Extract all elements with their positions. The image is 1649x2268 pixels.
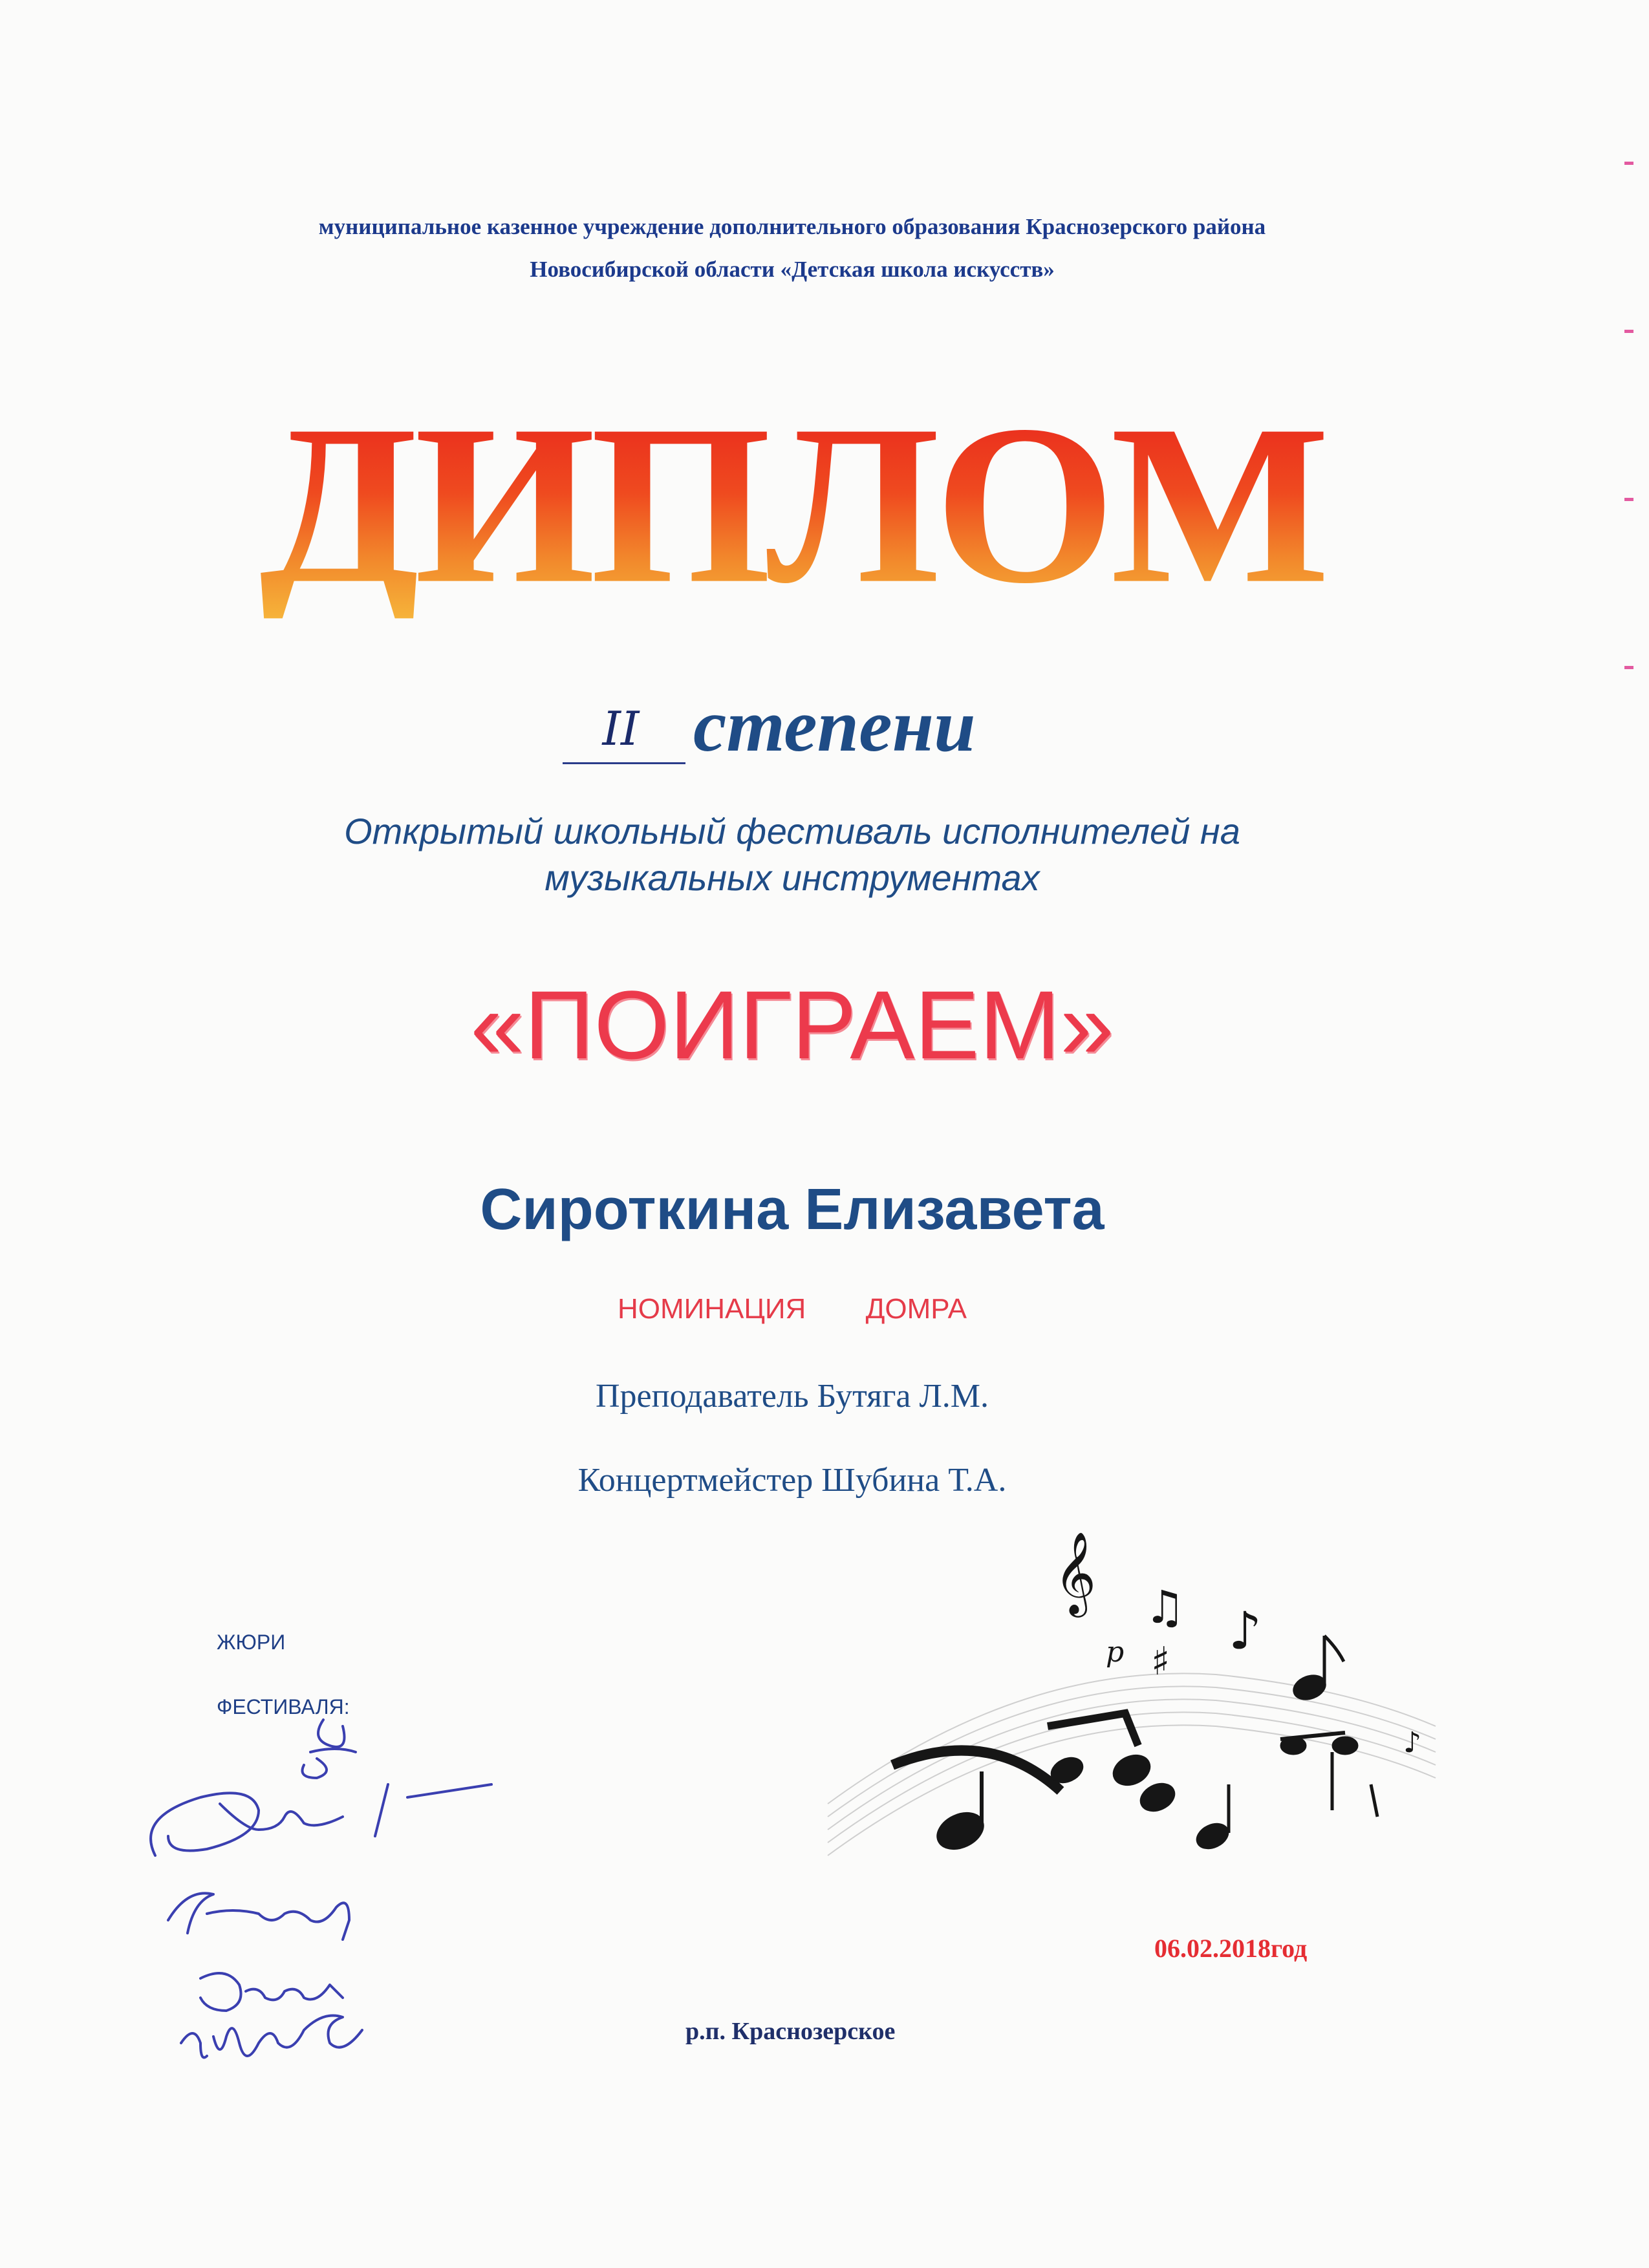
accompanist: Концертмейстер Шубина Т.А. bbox=[577, 1462, 1007, 1499]
festival-name: «ПОИГРАЕМ» bbox=[470, 970, 1114, 1079]
note-head-4 bbox=[1136, 1778, 1180, 1817]
institution-header bbox=[194, 206, 1390, 291]
signature-2 bbox=[151, 1784, 491, 1856]
signature-5 bbox=[181, 2016, 362, 2058]
music-notes-decoration bbox=[763, 1532, 1461, 1881]
issue-date: 06.02.2018год bbox=[1154, 1934, 1308, 1963]
dynamic-p-icon: p bbox=[1106, 1636, 1125, 1669]
degree-row bbox=[556, 676, 1138, 779]
festival-line-2: музыкальных инструментах bbox=[544, 857, 1040, 898]
note-head-5 bbox=[1192, 1819, 1233, 1854]
degree-underline bbox=[563, 762, 685, 764]
diploma-title: ДИПЛОМ bbox=[194, 390, 1390, 619]
header-line-1: муниципальное казенное учреждение дополнительного образования Краснозерского района bbox=[318, 214, 1266, 239]
participant-name: Сироткина Елизавета bbox=[480, 1177, 1105, 1242]
note-head-8 bbox=[1332, 1737, 1358, 1755]
sharp-icon: ♯ bbox=[1151, 1639, 1170, 1684]
nomination bbox=[194, 1293, 1390, 1325]
nomination-label: НОМИНАЦИЯ bbox=[617, 1293, 806, 1325]
edge-marks bbox=[1610, 0, 1649, 2268]
treble-clef-icon: 𝄞 bbox=[1054, 1532, 1097, 1614]
festival-description bbox=[194, 808, 1390, 901]
festival-line-1: Открытый школьный фестиваль исполнителей на bbox=[344, 811, 1240, 851]
issue-place: р.п. Краснозерское bbox=[685, 2018, 896, 2045]
jury-line-2: ФЕСТИВАЛЯ: bbox=[217, 1695, 350, 1718]
beamed-notes-icon: ♫ bbox=[1145, 1581, 1185, 1634]
signature-1-mark bbox=[303, 1720, 356, 1778]
header-line-2: Новосибирской области «Детская школа искусств» bbox=[530, 257, 1055, 282]
jury-line-1: ЖЮРИ bbox=[217, 1631, 286, 1654]
degree-value: II bbox=[602, 701, 640, 756]
degree-label: степени bbox=[693, 685, 976, 767]
nomination-value: ДОМРА bbox=[865, 1293, 967, 1325]
teacher: Преподаватель Бутяга Л.М. bbox=[595, 1378, 989, 1415]
eighth-note-icon: ♪ bbox=[1229, 1601, 1262, 1661]
jury-signatures bbox=[129, 1707, 530, 2108]
signature-3 bbox=[168, 1893, 349, 1940]
note-head-3 bbox=[1108, 1749, 1156, 1791]
note-icon-small: ♪ bbox=[1403, 1726, 1422, 1759]
signature-4 bbox=[200, 1973, 343, 2011]
